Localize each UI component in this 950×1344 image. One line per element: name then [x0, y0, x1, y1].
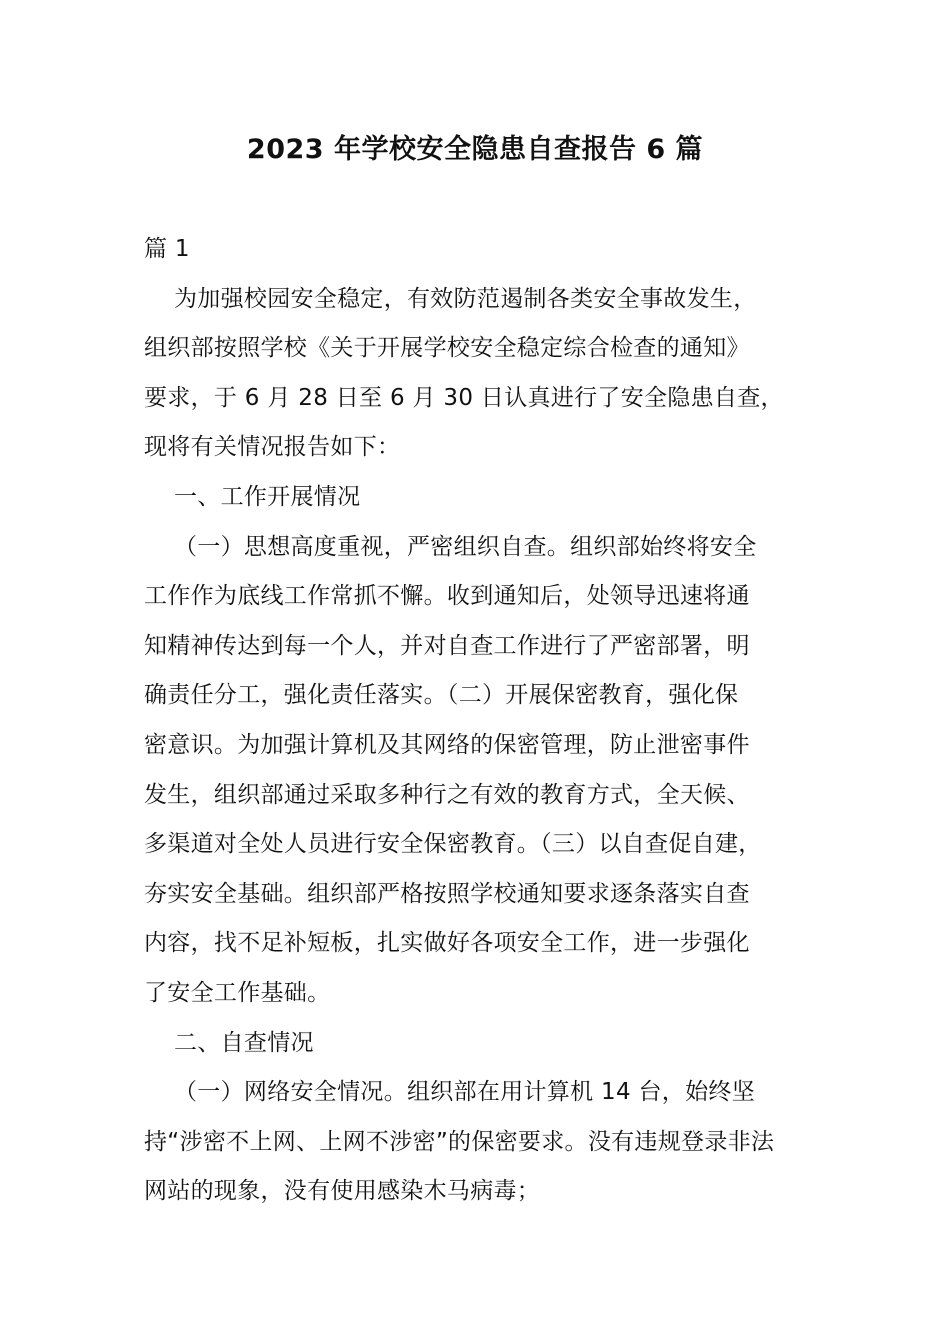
section-heading: 二、自查情况 [174, 1029, 314, 1056]
paragraph-line: 内容，找不足补短板，扎实做好各项安全工作，进一步强化 [144, 930, 750, 957]
paragraph-line: 工作作为底线工作常抓不懈。收到通知后，处领导迅速将通 [144, 583, 750, 610]
paragraph-line: 密意识。为加强计算机及其网络的保密管理，防止泄密事件 [144, 731, 750, 758]
paragraph-line: 知精神传达到每一个人，并对自查工作进行了严密部署，明 [144, 632, 750, 659]
document-title: 2023 年学校安全隐患自查报告 6 篇 [246, 134, 704, 165]
paragraph-line: （一）网络安全情况。组织部在用计算机 14 台，始终坚 [174, 1079, 755, 1106]
section-heading: 篇 1 [144, 236, 190, 262]
paragraph-line: 组织部按照学校《关于开展学校安全稳定综合检查的通知》 [144, 335, 750, 362]
paragraph-line: 网站的现象，没有使用感染木马病毒； [144, 1178, 541, 1205]
document-body [144, 225, 794, 1217]
paragraph-line: 确责任分工，强化责任落实。（二）开展保密教育，强化保 [144, 682, 739, 709]
paragraph-line: 持“涉密不上网、上网不涉密”的保密要求。没有违规登录非法 [144, 1128, 775, 1155]
paragraph-line: 了安全工作基础。 [144, 979, 331, 1006]
paragraph-line: 要求，于 6 月 28 日至 6 月 30 日认真进行了安全隐患自查， [144, 384, 784, 411]
section-heading: 一、工作开展情况 [174, 483, 361, 510]
paragraph-line: 为加强校园安全稳定，有效防范遏制各类安全事故发生， [174, 285, 757, 312]
paragraph-line: 现将有关情况报告如下： [144, 434, 401, 461]
paragraph-line: （一）思想高度重视，严密组织自查。组织部始终将安全 [174, 533, 757, 560]
paragraph-line: 夯实安全基础。组织部严格按照学校通知要求逐条落实自查 [144, 880, 750, 907]
paragraph-line: 多渠道对全处人员进行安全保密教育。（三）以自查促自建， [144, 831, 762, 858]
paragraph-line: 发生，组织部通过采取多种行之有效的教育方式，全天候、 [144, 781, 750, 808]
